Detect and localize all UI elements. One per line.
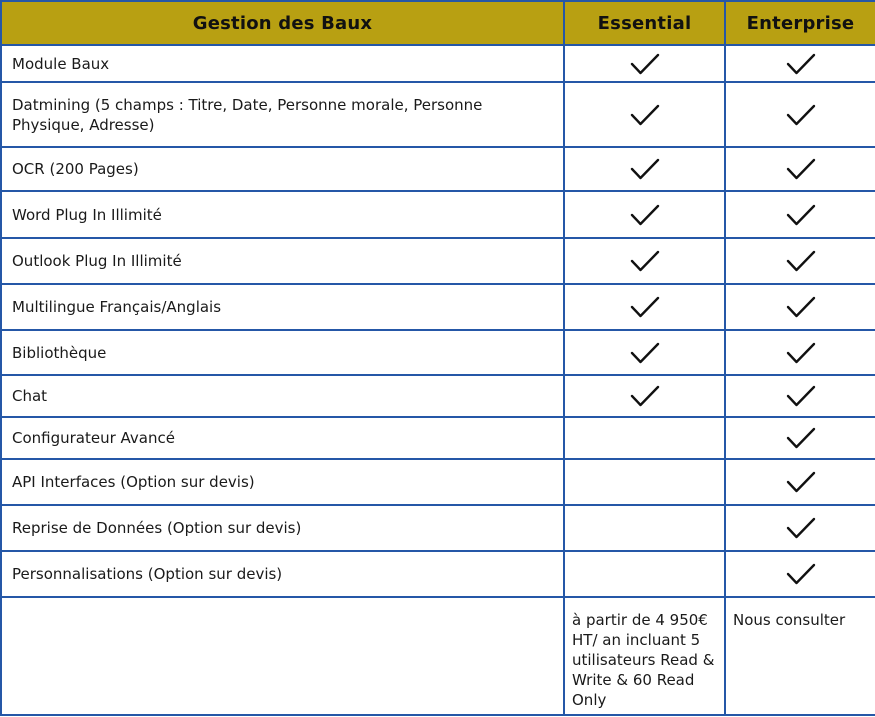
check-icon bbox=[786, 103, 816, 127]
check-icon bbox=[786, 157, 816, 181]
check-icon bbox=[786, 516, 816, 540]
essential-cell bbox=[564, 147, 725, 191]
enterprise-cell bbox=[725, 459, 875, 505]
essential-cell bbox=[564, 330, 725, 375]
essential-cell bbox=[564, 375, 725, 417]
check-icon bbox=[786, 470, 816, 494]
feature-label: Word Plug In Illimité bbox=[1, 191, 564, 238]
feature-label: Configurateur Avancé bbox=[1, 417, 564, 459]
table-row bbox=[1, 459, 875, 505]
essential-cell bbox=[564, 505, 725, 551]
table-row bbox=[1, 147, 875, 191]
table-row bbox=[1, 191, 875, 238]
enterprise-cell bbox=[725, 191, 875, 238]
header-row bbox=[1, 1, 875, 45]
essential-column-header: Essential bbox=[564, 1, 725, 45]
table-body bbox=[1, 45, 875, 715]
table-row bbox=[1, 330, 875, 375]
check-icon bbox=[630, 384, 660, 408]
check-icon bbox=[786, 341, 816, 365]
essential-cell bbox=[564, 551, 725, 597]
table-row bbox=[1, 375, 875, 417]
check-icon bbox=[630, 249, 660, 273]
check-icon bbox=[786, 384, 816, 408]
feature-label: API Interfaces (Option sur devis) bbox=[1, 459, 564, 505]
feature-label: Chat bbox=[1, 375, 564, 417]
check-icon bbox=[786, 562, 816, 586]
essential-cell bbox=[564, 284, 725, 330]
table-row bbox=[1, 238, 875, 284]
enterprise-cell bbox=[725, 505, 875, 551]
essential-cell bbox=[564, 45, 725, 82]
feature-label: OCR (200 Pages) bbox=[1, 147, 564, 191]
table-row bbox=[1, 45, 875, 82]
check-icon bbox=[786, 249, 816, 273]
pricing-row bbox=[1, 597, 875, 715]
check-icon bbox=[786, 203, 816, 227]
enterprise-cell bbox=[725, 147, 875, 191]
enterprise-cell bbox=[725, 284, 875, 330]
essential-cell bbox=[564, 82, 725, 147]
pricing-feature-cell bbox=[1, 597, 564, 715]
check-icon bbox=[786, 52, 816, 76]
check-icon bbox=[786, 295, 816, 319]
feature-column-header: Gestion des Baux bbox=[1, 1, 564, 45]
feature-label: Module Baux bbox=[1, 45, 564, 82]
check-icon bbox=[630, 157, 660, 181]
check-icon bbox=[630, 203, 660, 227]
feature-label: Reprise de Données (Option sur devis) bbox=[1, 505, 564, 551]
feature-label: Datmining (5 champs : Titre, Date, Personne morale, Personne Physique, Adresse) bbox=[1, 82, 564, 147]
feature-label: Multilingue Français/Anglais bbox=[1, 284, 564, 330]
feature-label: Bibliothèque bbox=[1, 330, 564, 375]
check-icon bbox=[630, 52, 660, 76]
enterprise-cell bbox=[725, 45, 875, 82]
table-row bbox=[1, 284, 875, 330]
essential-cell bbox=[564, 191, 725, 238]
feature-label: Outlook Plug In Illimité bbox=[1, 238, 564, 284]
essential-cell bbox=[564, 238, 725, 284]
feature-label: Personnalisations (Option sur devis) bbox=[1, 551, 564, 597]
enterprise-cell bbox=[725, 330, 875, 375]
enterprise-cell bbox=[725, 417, 875, 459]
enterprise-cell bbox=[725, 82, 875, 147]
table-row bbox=[1, 505, 875, 551]
enterprise-price: Nous consulter bbox=[725, 597, 875, 715]
essential-cell bbox=[564, 459, 725, 505]
check-icon bbox=[630, 341, 660, 365]
enterprise-cell bbox=[725, 551, 875, 597]
check-icon bbox=[786, 426, 816, 450]
table-row bbox=[1, 551, 875, 597]
check-icon bbox=[630, 295, 660, 319]
enterprise-cell bbox=[725, 238, 875, 284]
check-icon bbox=[630, 103, 660, 127]
table-row bbox=[1, 82, 875, 147]
essential-price: à partir de 4 950€ HT/ an incluant 5 utilisateurs Read & Write & 60 Read Only bbox=[564, 597, 725, 715]
table-row bbox=[1, 417, 875, 459]
essential-cell bbox=[564, 417, 725, 459]
enterprise-cell bbox=[725, 375, 875, 417]
enterprise-column-header: Enterprise bbox=[725, 1, 875, 45]
